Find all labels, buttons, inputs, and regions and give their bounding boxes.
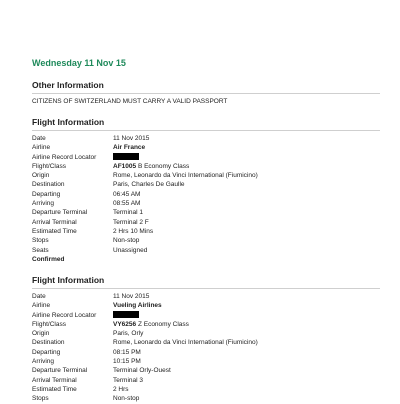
value-date: 11 Nov 2015 <box>113 135 150 142</box>
row-seats <box>32 246 380 255</box>
flight-information-section-2 <box>32 275 380 404</box>
label-record-locator: Airline Record Locator <box>32 311 97 319</box>
row-stops <box>32 236 380 245</box>
row-date <box>32 134 380 143</box>
label-origin: Origin <box>32 172 50 180</box>
label-origin: Origin <box>32 330 50 338</box>
value-origin: Paris, Orly <box>113 330 144 338</box>
value-stops: Non-stop <box>113 237 140 245</box>
row-origin <box>32 171 380 180</box>
row-record-locator <box>32 153 380 162</box>
label-airline: Airline <box>32 144 51 152</box>
value-arriving: 08:55 AM <box>113 200 141 208</box>
flight-number: AF1005 <box>113 162 137 170</box>
value-record-locator <box>113 153 380 162</box>
row-estimated-time <box>32 227 380 236</box>
label-estimated-time: Estimated Time <box>32 385 77 393</box>
label-departing: Departing <box>32 348 61 356</box>
travel-class: B Economy Class <box>137 162 190 170</box>
value-destination: Paris, Charles De Gaulle <box>113 181 185 189</box>
row-departing <box>32 348 380 357</box>
label-airline: Airline <box>32 302 51 310</box>
other-information-section <box>32 80 380 105</box>
travel-class: Z Economy Class <box>137 320 189 328</box>
label-arriving: Arriving <box>32 358 55 366</box>
label-flight-class: Flight/Class <box>32 162 66 170</box>
flight-number: VY6256 <box>113 320 137 328</box>
label-departing: Departing <box>32 190 61 198</box>
row-record-locator <box>32 311 380 320</box>
row-flight-class <box>32 320 380 329</box>
flight-information-title: Flight Information <box>32 275 380 289</box>
value-airline: Vueling Airlines <box>113 302 162 310</box>
row-departure-terminal <box>32 366 380 375</box>
label-destination: Destination <box>32 339 65 347</box>
row-departure-terminal <box>32 208 380 217</box>
value-departure-terminal: Terminal 1 <box>113 209 143 217</box>
redacted-block <box>113 153 139 160</box>
row-destination <box>32 338 380 347</box>
row-arriving <box>32 199 380 208</box>
row-arrival-terminal <box>32 218 380 227</box>
label-departure-terminal: Departure Terminal <box>32 209 88 217</box>
label-seats: Seats <box>32 246 49 254</box>
status-confirmed: Confirmed <box>32 255 65 263</box>
flight-details <box>32 292 380 404</box>
value-record-locator <box>113 311 380 320</box>
row-departing <box>32 190 380 199</box>
value-arrival-terminal: Terminal 2 F <box>113 218 149 226</box>
row-flight-class <box>32 162 380 171</box>
value-date: 11 Nov 2015 <box>113 293 150 300</box>
row-origin <box>32 329 380 338</box>
date-heading: Wednesday 11 Nov 15 <box>32 58 126 68</box>
label-arriving: Arriving <box>32 200 55 208</box>
label-record-locator: Airline Record Locator <box>32 153 97 161</box>
other-information-title: Other Information <box>32 80 380 94</box>
flight-information-section-1 <box>32 117 380 264</box>
row-arrival-terminal <box>32 376 380 385</box>
label-date: Date <box>32 293 46 300</box>
redacted-block <box>113 311 139 318</box>
row-airline <box>32 143 380 152</box>
other-information-text: CITIZENS OF SWITZERLAND MUST CARRY A VALID PASSPORT <box>32 98 228 105</box>
label-arrival-terminal: Arrival Terminal <box>32 376 77 384</box>
flight-information-title: Flight Information <box>32 117 380 131</box>
label-destination: Destination <box>32 181 65 189</box>
label-date: Date <box>32 135 46 142</box>
value-departing: 08:15 PM <box>113 348 141 356</box>
row-date <box>32 292 380 301</box>
value-arrival-terminal: Terminal 3 <box>113 376 143 384</box>
flight-details <box>32 134 380 264</box>
row-estimated-time <box>32 385 380 394</box>
label-departure-terminal: Departure Terminal <box>32 367 88 375</box>
value-flight-class <box>113 320 380 329</box>
row-stops <box>32 394 380 403</box>
value-estimated-time: 2 Hrs <box>113 385 129 393</box>
row-airline <box>32 301 380 310</box>
row-destination <box>32 180 380 189</box>
label-estimated-time: Estimated Time <box>32 227 77 235</box>
value-estimated-time: 2 Hrs 10 Mins <box>113 227 154 235</box>
value-flight-class <box>113 162 380 171</box>
value-arriving: 10:15 PM <box>113 358 141 366</box>
value-seats: Unassigned <box>113 246 148 254</box>
value-stops: Non-stop <box>113 395 140 403</box>
label-stops: Stops <box>32 395 49 403</box>
label-arrival-terminal: Arrival Terminal <box>32 218 77 226</box>
label-stops: Stops <box>32 237 49 245</box>
value-origin: Rome, Leonardo da Vinci International (Fiumicino) <box>113 172 258 180</box>
value-departure-terminal: Terminal Orly-Ouest <box>113 367 171 375</box>
value-destination: Rome, Leonardo da Vinci International (Fiumicino) <box>113 339 258 347</box>
row-arriving <box>32 357 380 366</box>
value-airline: Air France <box>113 144 146 152</box>
label-flight-class: Flight/Class <box>32 320 66 328</box>
value-departing: 06:45 AM <box>113 190 141 198</box>
